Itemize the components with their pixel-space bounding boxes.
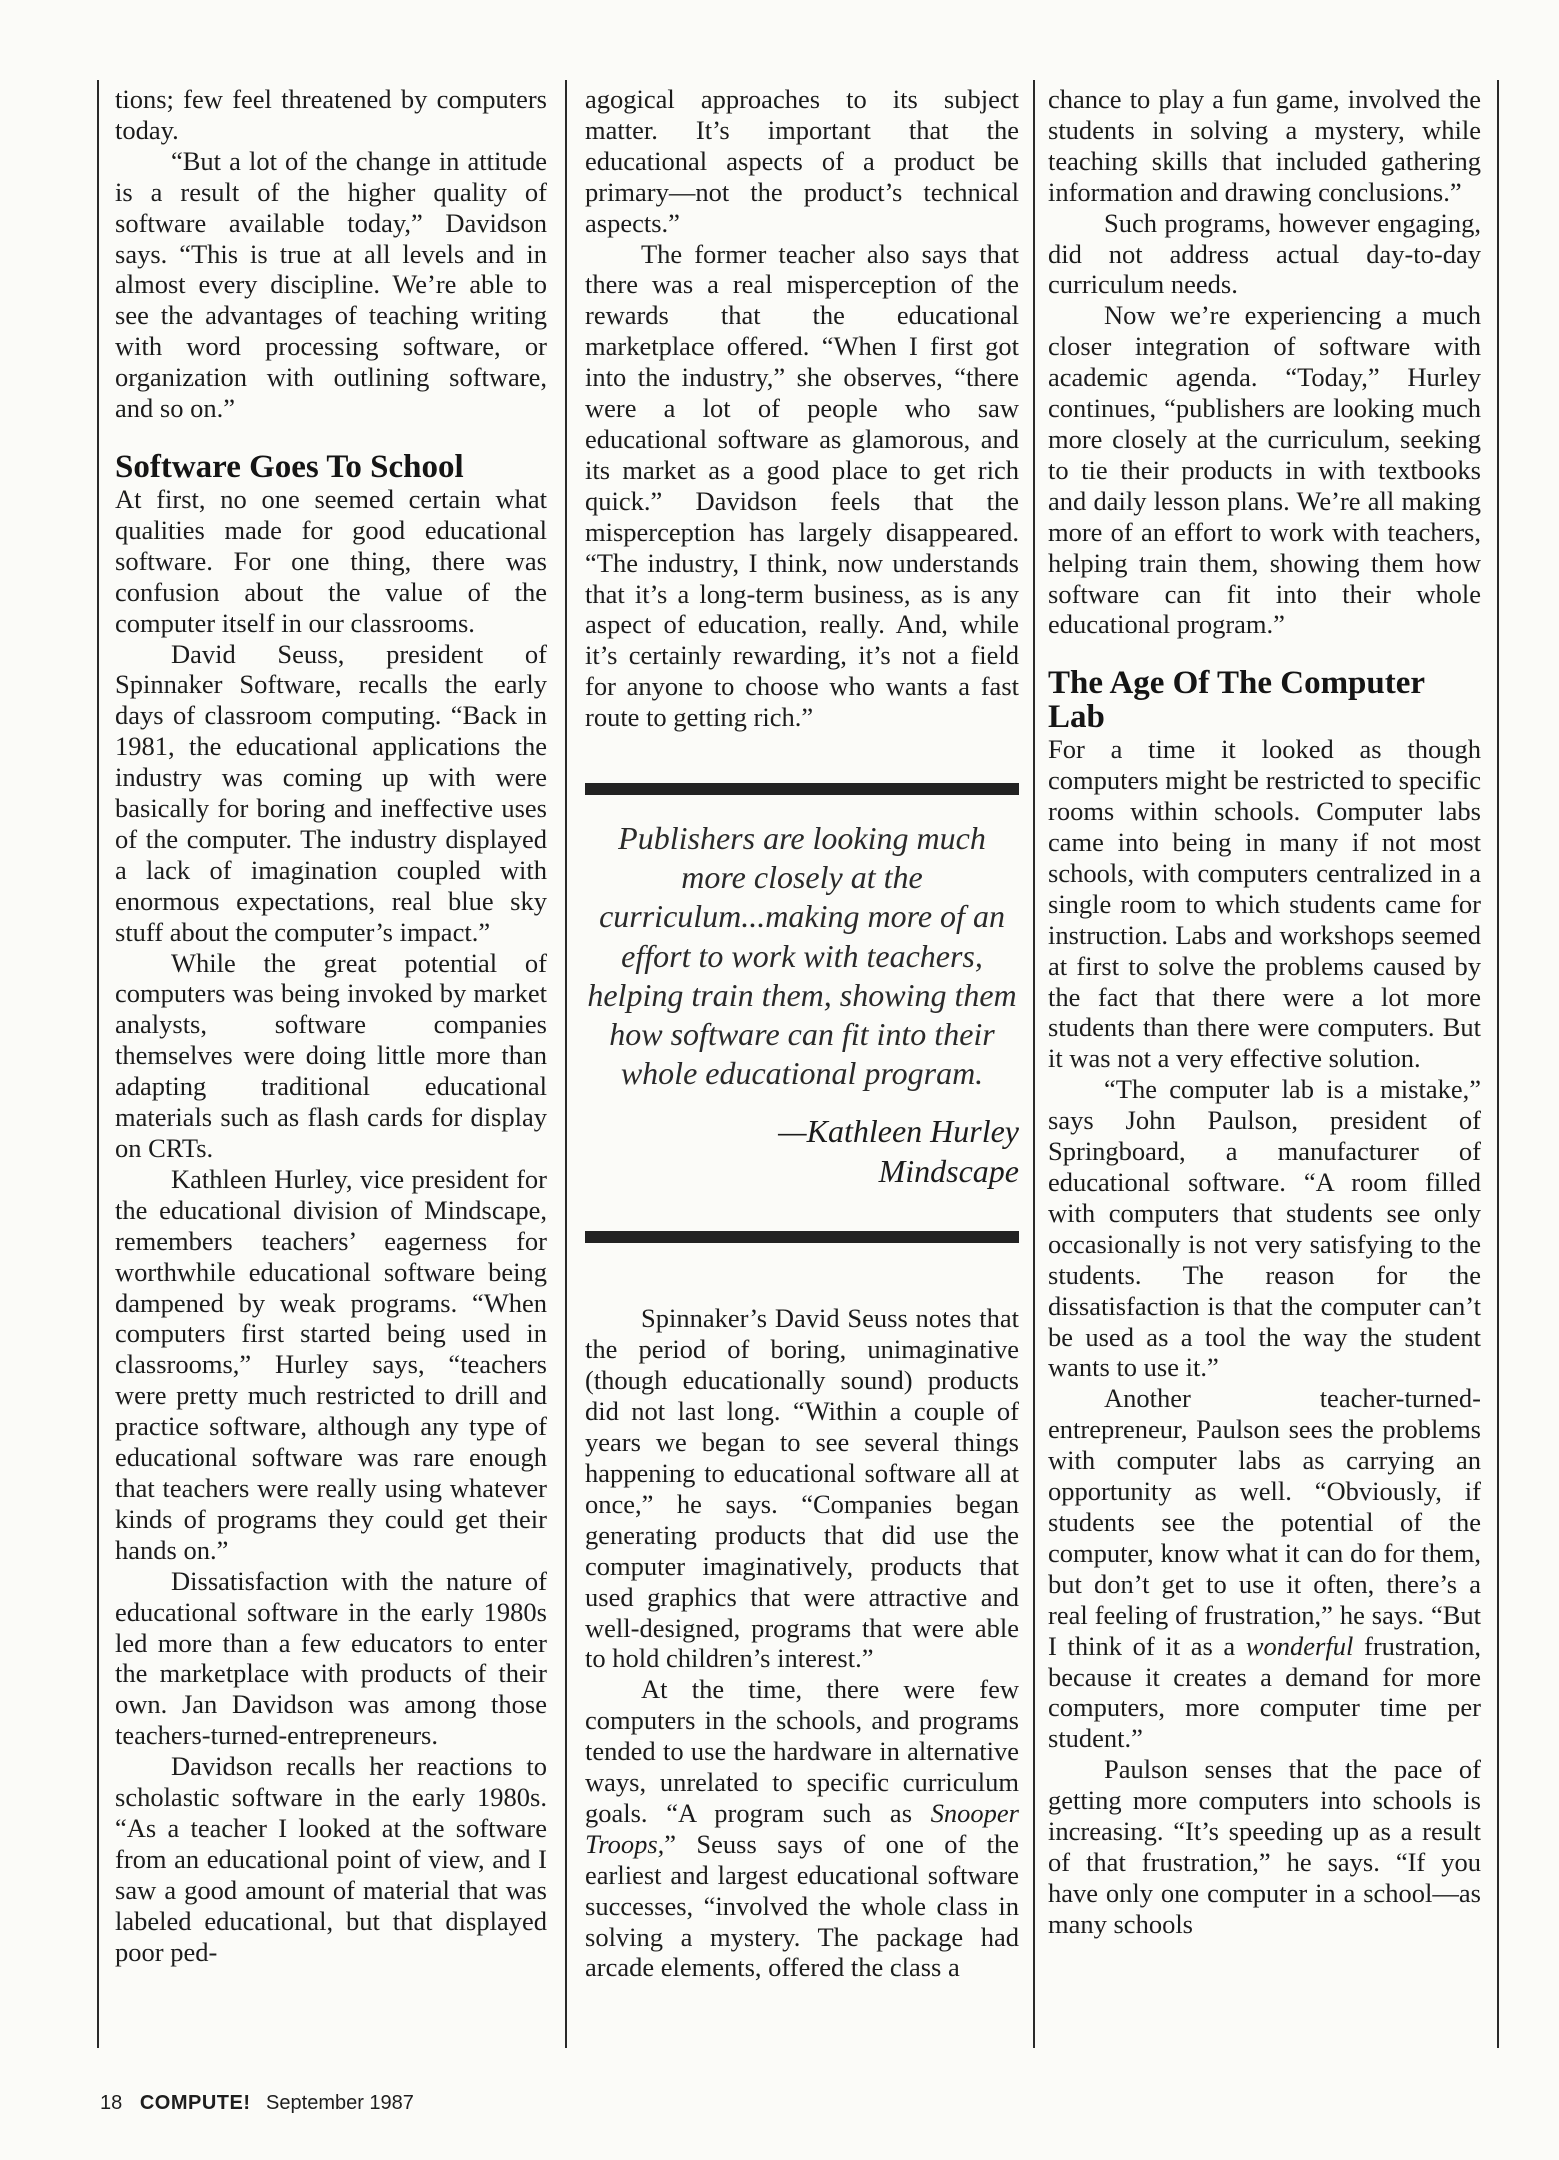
paragraph: David Seuss, president of Spinnaker Software, recalls the early days of classroom computing. “Back in 1981, the educational applications the industry was coming up with were basically for boring and ineffective uses of the computer. The industry displayed a lack of imagination coupled with enormous expectations, real blue sky stuff about the computer’s impact.” [115,638,547,947]
page-footer [100,2092,414,2115]
section-heading: Software Goes To School [115,448,464,485]
paragraph: Davidson recalls her reactions to scholastic software in the early 1980s. “As a teacher I looked at the software from an educational point of view, and I saw a good amount of material that was labeled educational, but that displayed poor ped- [115,1751,547,1967]
paragraph: tions; few feel threatened by computers today. [115,84,547,145]
text-run: Another teacher-turned-entrepreneur, Paulson sees the problems with computer labs as carrying an opportunity as well. “Obviously, if students see the potential of the computer, know what it can do for them, but don’t get to use it often, there’s a real feeling of frustration,” he says. “But I think of it as a [1048,1383,1481,1661]
pullquote: Publishers are looking much more closely at the curriculum...making more of an effort to work with teachers, helping train them, showing them how software can fit into their whole educational program. [587,820,1017,1092]
column-rule-1 [565,80,567,2048]
paragraph: The former teacher also says that there was a real misperception of the rewards that the educational marketplace offered. “When I first got into the industry,” she observes, “there were a lot of people who saw educational software as glamorous, and its market as a good place to get rich quick.” Davidson feels that the misperception has largely disappeared. “The industry, I think, now understands that it’s a long-term business, as is any aspect of education, really. And, while it’s certainly rewarding, it’s not a field for anyone to choose who wants a fast route to getting rich.” [585,238,1019,733]
pullquote-bottom-bar [585,1231,1019,1243]
magazine-name: COMPUTE! [139,2092,251,2114]
paragraph [585,1674,1019,1983]
column-2 [585,84,1019,1983]
text-run: frustration, because it creates a demand for more computers, more computer time per student.” [1048,1630,1482,1754]
column-rule-right [1497,80,1499,2048]
software-title: Snooper Troops, [585,1797,1019,1859]
paragraph: At first, no one seemed certain what qualities made for good educational software. For one thing, there was confusion about the value of the computer itself in our classrooms. [115,483,547,638]
quote-author: —Kathleen Hurley [778,1113,1019,1150]
column-1 [115,84,547,1967]
paragraph: While the great potential of computers was being invoked by market analysts, software companies themselves were doing little more than adapting traditional educational materials such as flash cards for display on CRTs. [115,947,547,1163]
column-rule-left [97,80,99,2048]
text-run: ” Seuss says of one of the earliest and largest educational software successes, “involved the whole class in solving a mystery. The package had arcade elements, offered the class a [585,1828,1019,1983]
paragraph: For a time it looked as though computers might be restricted to specific rooms within schools. Computer labs came into being in many if not most schools, with computers centralized in a single room to which students came for instruction. Labs and workshops seemed at first to solve the problems caused by the fact that there were a lot more students than there were computers. But it was not a very effective solution. [1048,734,1481,1074]
paragraph: Such programs, however engaging, did not address actual day-to-day curriculum needs. [1048,207,1481,300]
paragraph: Now we’re experiencing a much closer integration of software with academic agenda. “Today,” Hurley continues, “publishers are looking much more closely at the curriculum, seeking to tie their products in with textbooks and daily lesson plans. We’re all making more of an effort to work with teachers, helping train them, showing them how software can fit into their whole educational program.” [1048,300,1481,640]
issue-date: September 1987 [266,2092,414,2114]
pullquote-attribution [585,1111,1019,1191]
column-3 [1048,84,1481,1940]
paragraph: Kathleen Hurley, vice president for the educational division of Mindscape, remembers teachers’ eagerness for worthwhile educational software being dampened by weak programs. “When computers first started being used in classrooms,” Hurley says, “teachers were pretty much restricted to drill and practice software, although any type of educational software was rare enough that teachers were really using whatever kinds of programs they could get their hands on.” [115,1163,547,1565]
pullquote-top-bar [585,783,1019,795]
paragraph: Spinnaker’s David Seuss notes that the period of boring, unimaginative (though educationally sound) products did not last long. “Within a couple of years we began to see several things happening to educational software all at once,” he says. “Companies began generating products that did use the computer imaginatively, products that used graphics that were attractive and well-designed, programs that were able to hold children’s interest.” [585,1303,1019,1674]
paragraph: agogical approaches to its subject matter. It’s important that the educational aspects of a product be primary—not the product’s technical aspects.” [585,84,1019,238]
paragraph: chance to play a fun game, involved the students in solving a mystery, while teaching skills that included gathering information and drawing conclusions.” [1048,84,1481,207]
text-run: At the time, there were few computers in the schools, and programs tended to use the hardware in alternative ways, unrelated to specific curriculum goals. “A program such as [585,1674,1019,1828]
paragraph: “But a lot of the change in attitude is a result of the higher quality of software available today,” Davidson says. “This is true at all levels and in almost every discipline. We’re able to see the advantages of teaching writing with word processing software, or organization with outlining software, and so on.” [115,145,547,424]
paragraph: Paulson senses that the pace of getting more computers into schools is increasing. “It’s speeding up as a result of that frustration,” he says. “If you have only one computer in a school—as many schools [1048,1754,1481,1939]
quote-company: Mindscape [878,1153,1019,1190]
section-heading: The Age Of The Computer Lab [1048,665,1425,736]
paragraph: “The computer lab is a mistake,” says John Paulson, president of Springboard, a manufacturer of educational software. “A room filled with computers that students see only occasionally is not very satisfying to the students. The reason for the dissatisfaction is that the computer can’t be used as a tool the way the student wants to use it.” [1048,1074,1481,1383]
column-rule-2 [1033,80,1035,2048]
paragraph: Dissatisfaction with the nature of educational software in the early 1980s led more than a few educators to enter the marketplace with products of their own. Jan Davidson was among those teachers-turned-entrepreneurs. [115,1565,547,1751]
emphasis: wonderful [1245,1630,1354,1661]
page-number: 18 [100,2092,123,2114]
paragraph [1048,1383,1481,1754]
